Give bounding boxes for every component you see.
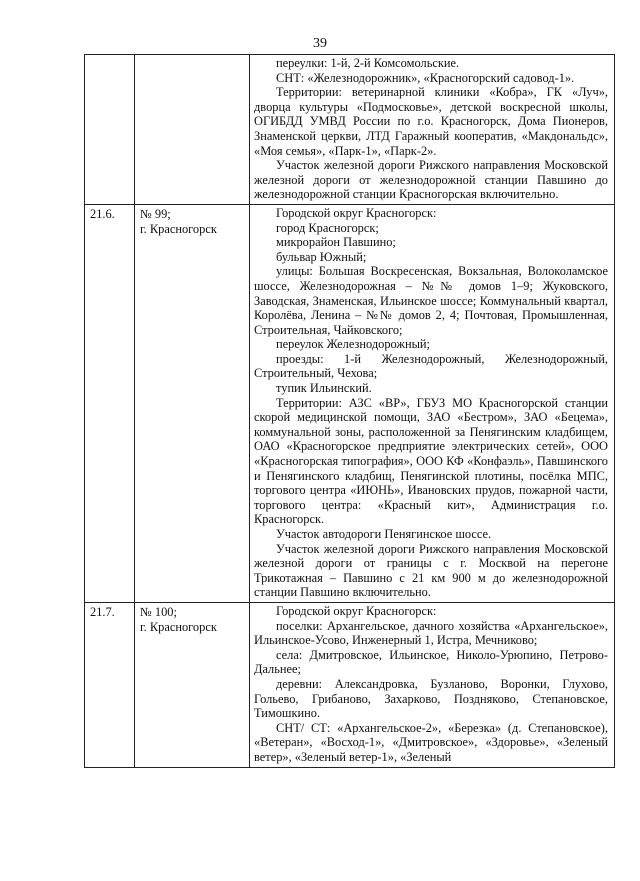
paragraph: поселки: Архангельское, дачного хозяйства «Архангельское», Ильинское-Усово, Инженерный 1, Истра, Мечниково; [254, 618, 608, 648]
paragraph: СНТ: «Железнодорожник», «Красногорский садовод-1». [276, 70, 575, 85]
paragraph: Городской округ Красногорск: [276, 603, 437, 618]
paragraph: Территории: ветеринарной клиники «Кобра», ГК «Луч», дворца культуры «Подмосковье», детской воскресной школы, ОГИБДД УМВД России по г.о. Красногорск, Дома Пионеров, Знаменской церкви, ЛТД Гаражный кооператив, «Макдональдс», «Моя семья», «Парк-1», «Парк-2». [254, 85, 608, 158]
district-number: № 99; [140, 206, 171, 221]
row-number-cell [85, 55, 135, 205]
district-cell [135, 55, 250, 205]
districts-table [84, 54, 615, 768]
paragraph: деревни: Александровка, Бузланово, Воронки, Глухово, Гольево, Грибаново, Захарково, Поздняково, Степановское, Тимошкино. [254, 676, 608, 721]
paragraph: СНТ/ СТ: «Архангельское-2», «Березка» (д. Степановское), «Ветеран», «Восход-1», «Дмитровское», «Здоровье», «Зеленый ветер», «Зеленый ветер-1», «Зеленый [254, 720, 608, 764]
paragraph: Городской округ Красногорск: [276, 205, 437, 220]
description-cell [250, 204, 615, 602]
description-cell [250, 55, 615, 205]
table-row [85, 55, 615, 205]
district-cell [135, 602, 250, 767]
district-city: г. Красногорск [140, 221, 217, 236]
row-number-cell: 21.7. [85, 602, 135, 767]
paragraph: переулки: 1-й, 2-й Комсомольские. [276, 56, 460, 70]
district-cell [135, 204, 250, 602]
district-city: г. Красногорск [140, 619, 217, 634]
paragraph: микрорайон Павшино; [276, 235, 396, 250]
paragraph: Участок железной дороги Рижского направления Московской железной дороги от границы с г. Москвой на перегоне Трикотажная – Павшино с 21 км 900 м до железнодорожной станции Павшино включительно. [254, 541, 608, 600]
description-cell [250, 602, 615, 767]
paragraph: Территории: АЗС «ВР», ГБУЗ МО Красногорской станции скорой медицинской помощи, ЗАО «Бестром», ЗАО «Бецема», коммунальной зоны, расположенной за Пенягинским кладбищем, ОАО «Красногорское предприятие электрических сетей», ООО «Красногорская типография», ООО КФ «Конфаэль», Павшинского и Пенягинского кладбищ, Пенягинской плотины, посёлка МПС, торгового центра «ИЮНЬ», Ивановских прудов, пожарной части, торгового центра: «Красный кит», Администрация г.о. Красногорск. [254, 395, 608, 527]
paragraph: тупик Ильинский. [276, 381, 372, 396]
paragraph: переулок Железнодорожный; [276, 337, 431, 352]
table-row [85, 204, 615, 602]
paragraph: бульвар Южный; [276, 249, 367, 264]
district-number: № 100; [140, 604, 177, 619]
page-number: 39 [313, 36, 327, 51]
paragraph: проезды: 1-й Железнодорожный, Железнодорожный, Строительный, Чехова; [254, 351, 608, 381]
paragraph: села: Дмитровское, Ильинское, Николо-Урюпино, Петрово-Дальнее; [254, 647, 608, 677]
paragraph: Участок автодороги Пенягинское шоссе. [276, 527, 492, 541]
paragraph: город Красногорск; [276, 220, 379, 235]
paragraph: Участок железной дороги Рижского направления Московской железной дороги от железнодорожной станции Павшино до железнодорожной станции Красногорская включительно. [254, 158, 608, 202]
table-row [85, 602, 615, 767]
paragraph: улицы: Большая Воскресенская, Вокзальная, Волоколамское шоссе, Железнодорожная – №№ домов 1–9; Жуковского, Заводская, Знаменская, Ильинское шоссе; Коммунальный квартал, Королёва, Ленина – №№ домов 2, 4; Почтовая, Промышленная, Строительная, Чайковского; [254, 264, 608, 337]
row-number-cell: 21.6. [85, 204, 135, 602]
